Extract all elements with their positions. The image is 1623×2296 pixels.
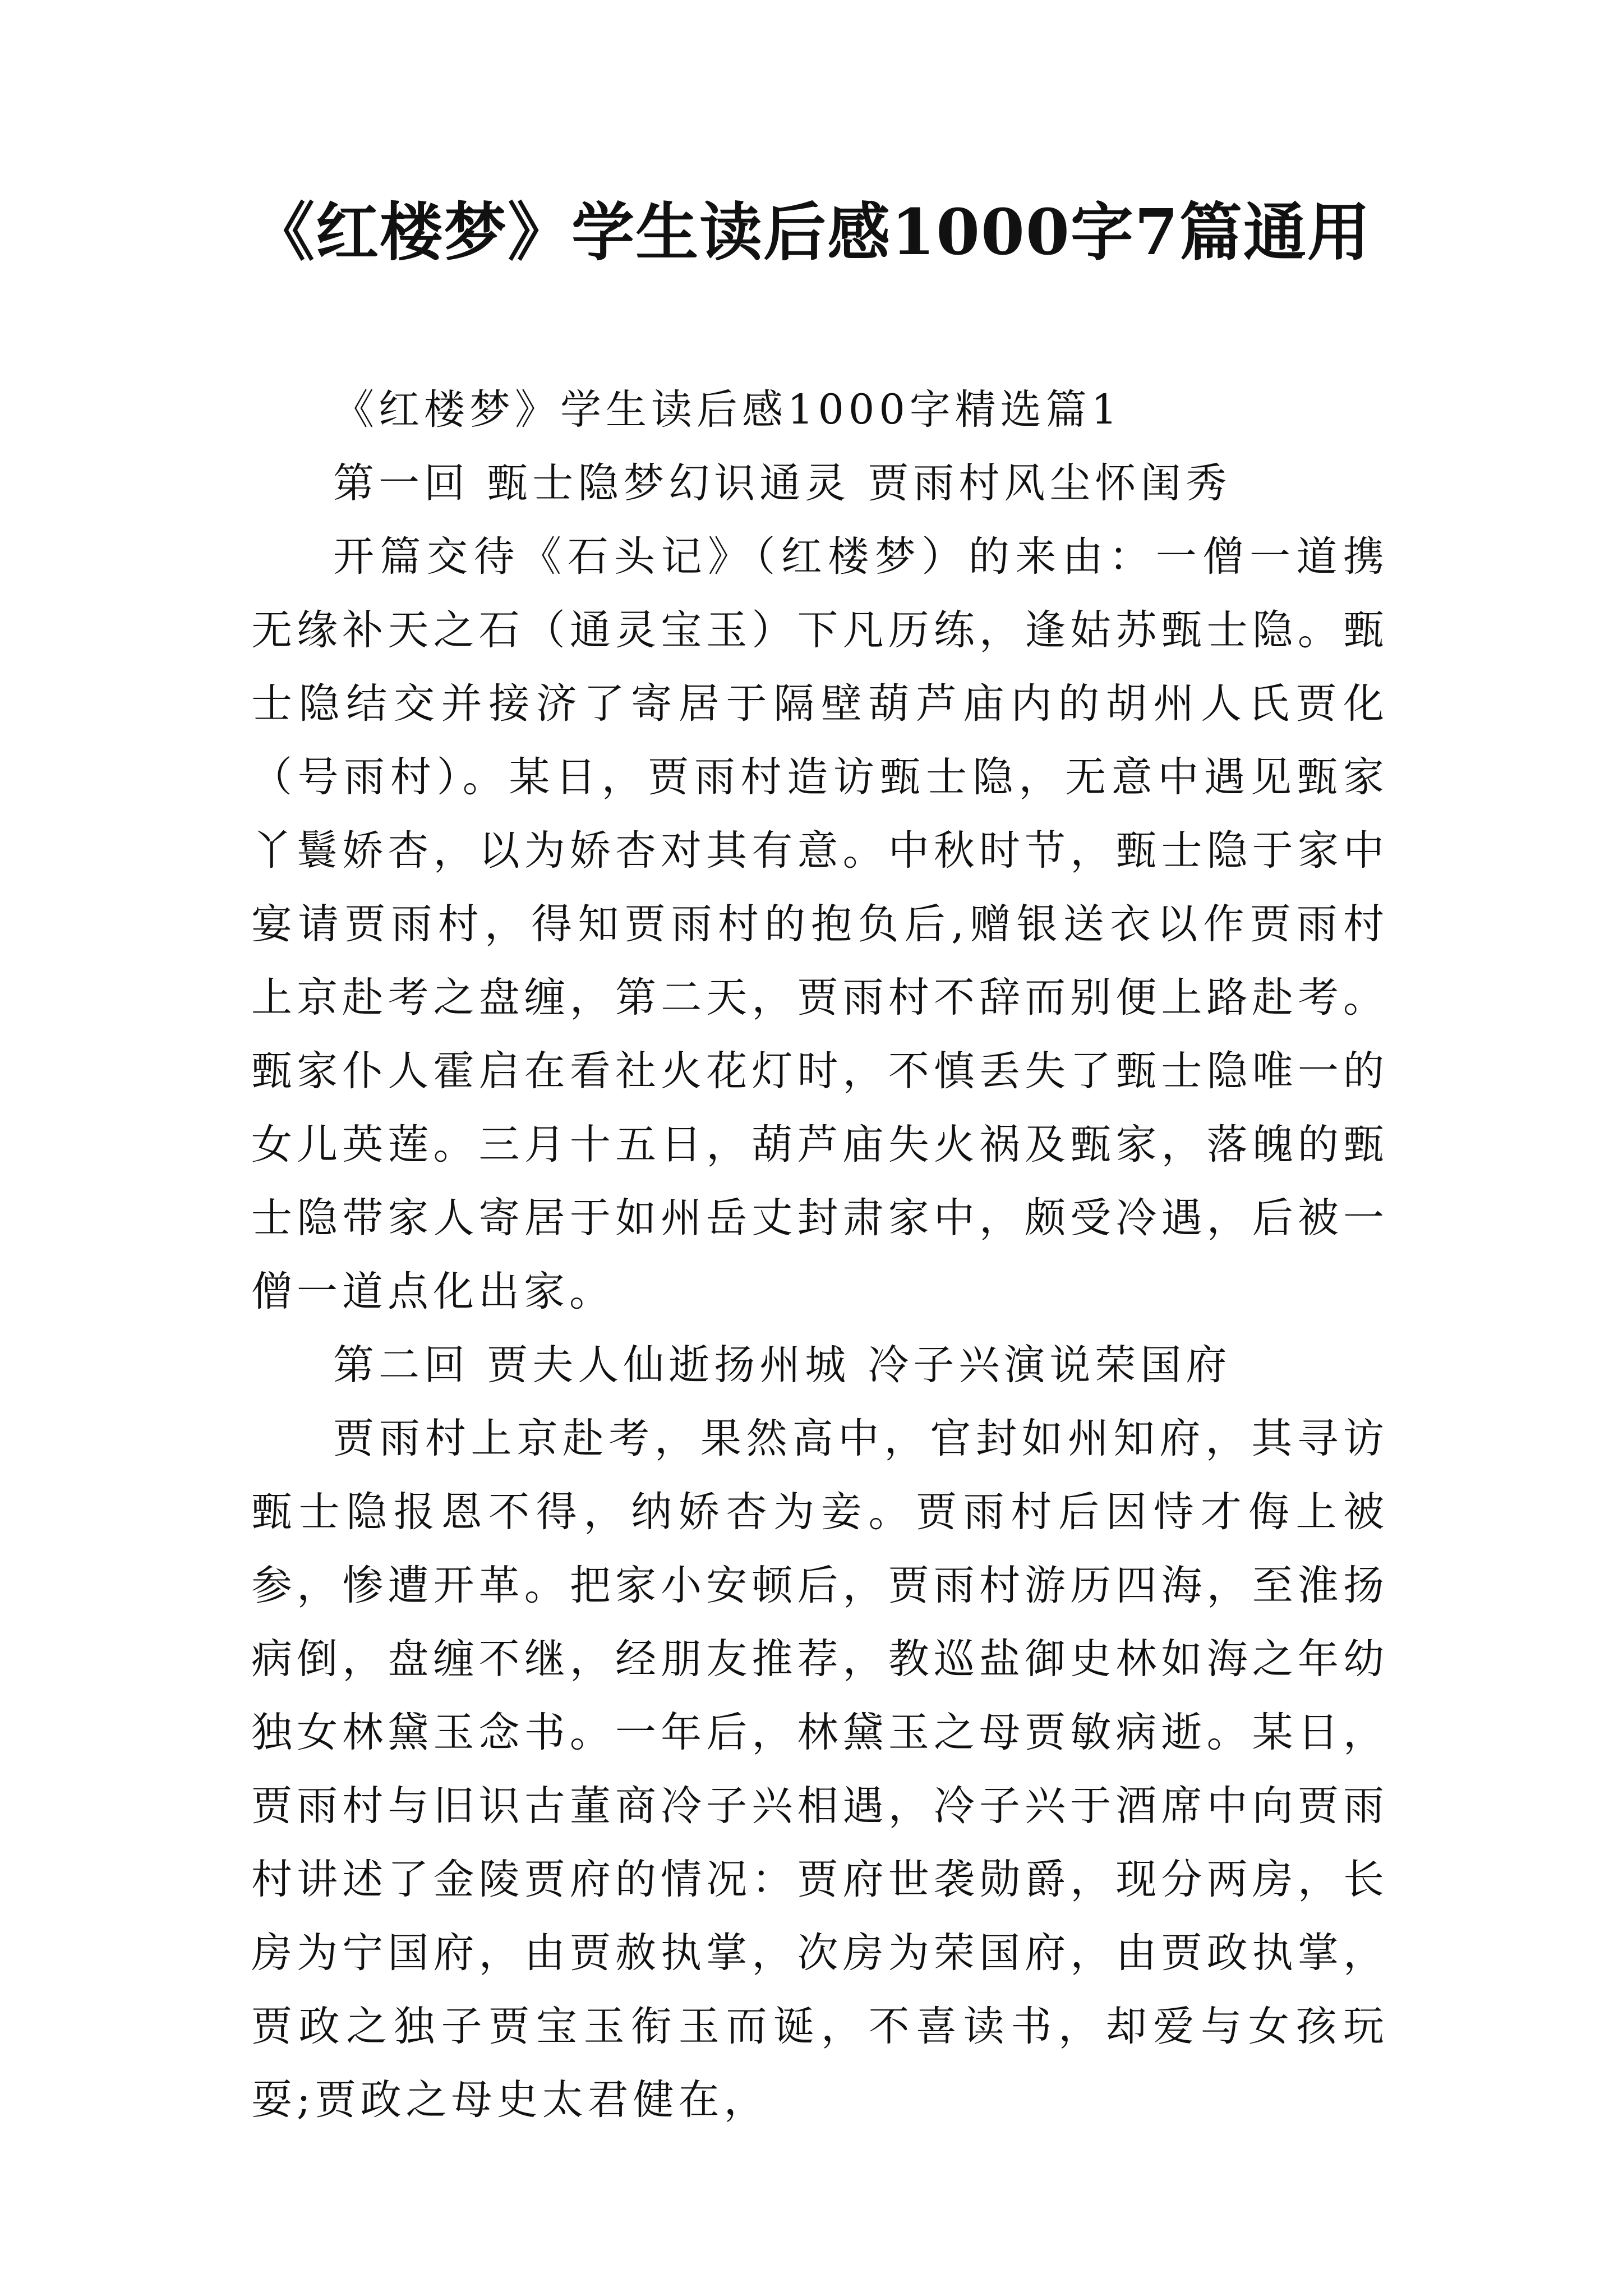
body-paragraph: 贾雨村上京赴考，果然高中，官封如州知府，其寻访甄士隐报恩不得，纳娇杏为妾。贾雨村后因恃才侮上被参，惨遭开革。把家小安顿后，贾雨村游历四海，至淮扬病倒，盘缠不继，经朋友推荐，教巡盐御史林如海之年幼独女林黛玉念书。一年后，林黛玉之母贾敏病逝。某日，贾雨村与旧识古董商冷子兴相遇，冷子兴于酒席中向贾雨村讲述了金陵贾府的情况：贾府世袭勋爵，现分两房，长房为宁国府，由贾赦执掌，次房为荣国府，由贾政执掌，贾政之独子贾宝玉衔玉而诞，不喜读书，却爱与女孩玩耍;贾政之母史太君健在， bbox=[251, 1415, 1389, 2124]
chapter-heading: 第二回 贾夫人仙逝扬州城 冷子兴演说荣国府 bbox=[333, 1341, 1232, 1389]
body-paragraph: 开篇交待《石头记》（红楼梦）的来由：一僧一道携无缘补天之石（通灵宝玉）下凡历练，逢姑苏甄士隐。甄士隐结交并接济了寄居于隔壁葫芦庙内的胡州人氏贾化（号雨村）。某日，贾雨村造访甄士隐，无意中遇见甄家丫鬟娇杏，以为娇杏对其有意。中秋时节，甄士隐于家中宴请贾雨村，得知贾雨村的抱负后,赠银送衣以作贾雨村上京赴考之盘缠，第二天，贾雨村不辞而别便上路赴考。甄家仆人霍启在看社火花灯时，不慎丢失了甄士隐唯一的女儿英莲。三月十五日，葫芦庙失火祸及甄家，落魄的甄士隐带家人寄居于如州岳丈封肃家中，颇受冷遇，后被一僧一道点化出家。 bbox=[251, 533, 1389, 1315]
section-heading: 《红楼梦》学生读后感1000字精选篇1 bbox=[333, 386, 1122, 434]
document-title: 《红楼梦》学生读后感1000字7篇通用 bbox=[252, 196, 1371, 269]
document-body bbox=[251, 373, 1389, 2137]
chapter-heading: 第一回 甄士隐梦幻识通灵 贾雨村风尘怀闺秀 bbox=[333, 459, 1232, 507]
